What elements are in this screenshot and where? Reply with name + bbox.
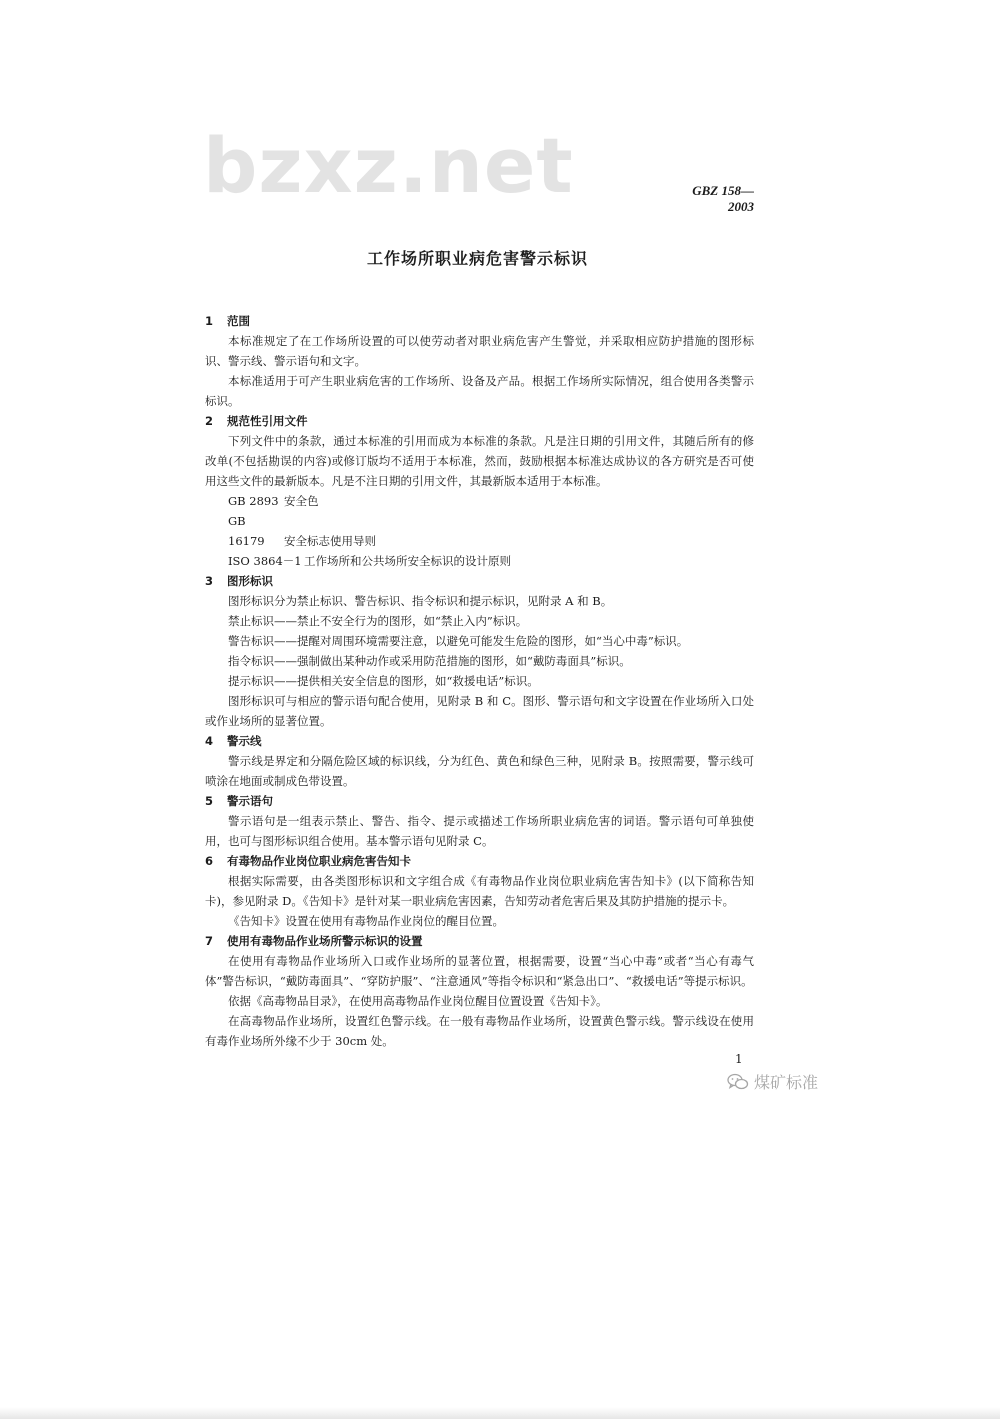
- reference-title: 工作场所和公共场所安全标识的设计原则: [304, 554, 511, 568]
- paragraph: 警告标识——提醒对周围环境需要注意，以避免可能发生危险的图形，如“当心中毒”标识。: [228, 634, 689, 648]
- reference-code: ISO 3864－1: [228, 554, 302, 568]
- reference-item: [205, 551, 754, 571]
- section-title: 范围: [227, 314, 250, 328]
- section-title: 有毒物品作业岗位职业病危害告知卡: [227, 854, 411, 868]
- section-number: 6: [205, 854, 214, 868]
- paragraph: 提示标识——提供相关安全信息的图形，如“救援电话”标识。: [228, 674, 539, 688]
- reference-title: 安全标志使用导则: [284, 534, 376, 548]
- reference-title: 安全色: [284, 494, 319, 508]
- paragraph: 依据《高毒物品目录》，在使用高毒物品作业岗位醒目位置设置《告知卡》。: [228, 994, 608, 1008]
- paragraph: 图形标识分为禁止标识、警告标识、指令标识和提示标识，见附录 A 和 B。: [228, 594, 613, 608]
- page-title: 工作场所职业病危害警示标识: [366, 249, 588, 268]
- section-title: 图形标识: [227, 574, 273, 588]
- paragraph: 根据实际需要，由各类图形标识和文字组合成《有毒物品作业岗位职业病危害告知卡》(以下简称告知卡)，参见附录 D。《告知卡》是针对某一职业病危害因素，告知劳动者危害后果及其防护措施的提示卡。: [205, 874, 754, 908]
- paragraph: 图形标识可与相应的警示语句配合使用，见附录 B 和 C。图形、警示语句和文字设置在作业场所入口处或作业场所的显著位置。: [205, 694, 754, 728]
- reference-item: [205, 511, 754, 551]
- section-number: 4: [205, 734, 214, 748]
- page-edge-shadow: [0, 1407, 1000, 1419]
- paragraph: 警示线是界定和分隔危险区域的标识线，分为红色、黄色和绿色三种，见附录 B。按照需要，警示线可喷涂在地面或制成色带设置。: [205, 754, 754, 788]
- paragraph: 在使用有毒物品作业场所入口或作业场所的显著位置，根据需要，设置“当心中毒”或者“当心有毒气体”警告标识，“戴防毒面具”、“穿防护服”、“注意通风”等指令标识和“紧急出口”、“救援电话”等提示标识。: [205, 954, 754, 988]
- paragraph: 本标准适用于可产生职业病危害的工作场所、设备及产品。根据工作场所实际情况，组合使用各类警示标识。: [205, 374, 754, 408]
- paragraph: 指令标识——强制做出某种动作或采用防范措施的图形，如“戴防毒面具”标识。: [228, 654, 631, 668]
- page-number: 1: [735, 1052, 743, 1066]
- section-number: 3: [205, 574, 214, 588]
- section-title: 使用有毒物品作业场所警示标识的设置: [227, 934, 423, 948]
- paragraph: 警示语句是一组表示禁止、警告、指令、提示或描述工作场所职业病危害的词语。警示语句可单独使用，也可与图形标识组合使用。基本警示语句见附录 C。: [205, 814, 754, 848]
- watermark: bzxz.net: [203, 121, 574, 210]
- section-title: 警示线: [227, 734, 262, 748]
- section-number: 5: [205, 794, 214, 808]
- paragraph: 《告知卡》设置在使用有毒物品作业岗位的醒目位置。: [228, 914, 504, 928]
- document-body: [205, 311, 754, 1051]
- reference-code: GB 16179: [228, 514, 265, 548]
- section-heading: [205, 851, 754, 871]
- section-number: 2: [205, 414, 214, 428]
- brand-name: 煤矿标准: [754, 1073, 819, 1092]
- reference-item: [205, 491, 754, 511]
- section-heading: [205, 311, 754, 331]
- section-heading: [205, 411, 754, 431]
- section-heading: [205, 931, 754, 951]
- wechat-icon: [727, 1073, 749, 1091]
- paragraph: 下列文件中的条款，通过本标准的引用而成为本标准的条款。凡是注日期的引用文件，其随后所有的修改单(不包括勘误的内容)或修订版均不适用于本标准，然而，鼓励根据本标准达成协议的各方研究是否可使用这些文件的最新版本。凡是不注日期的引用文件，其最新版本适用于本标准。: [205, 434, 754, 488]
- section-heading: [205, 731, 754, 751]
- document-number: GBZ 158—2003: [692, 183, 754, 214]
- paragraph: 禁止标识——禁止不安全行为的图形，如“禁止入内”标识。: [228, 614, 528, 628]
- section-title: 警示语句: [227, 794, 273, 808]
- section-number: 7: [205, 934, 214, 948]
- section-heading: [205, 791, 754, 811]
- reference-code: GB 2893: [228, 494, 279, 508]
- brand-watermark: [727, 1070, 818, 1093]
- section-title: 规范性引用文件: [227, 414, 308, 428]
- section-heading: [205, 571, 754, 591]
- section-number: 1: [205, 314, 214, 328]
- paragraph: 在高毒物品作业场所，设置红色警示线。在一般有毒物品作业场所，设置黄色警示线。警示线设在使用有毒作业场所外缘不少于 30cm 处。: [205, 1014, 754, 1048]
- paragraph: 本标准规定了在工作场所设置的可以使劳动者对职业病危害产生警觉，并采取相应防护措施的图形标识、警示线、警示语句和文字。: [205, 334, 754, 368]
